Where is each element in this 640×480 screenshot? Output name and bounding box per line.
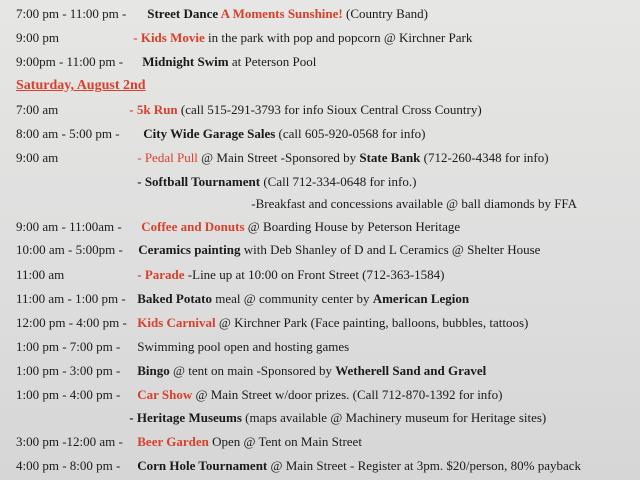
event-time: 1:00 pm - 4:00 pm - bbox=[16, 387, 121, 402]
event-line bbox=[16, 291, 469, 307]
event-detail: at Peterson Pool bbox=[231, 54, 317, 69]
event-line bbox=[16, 387, 502, 403]
event-detail: @ Main Street w/door prizes. (Call 712-870-1392 for info) bbox=[195, 387, 503, 402]
event-time: 9:00 pm bbox=[16, 30, 59, 45]
event-line bbox=[16, 242, 540, 258]
event-line bbox=[16, 102, 482, 118]
event-time: 9:00pm - 11:00 pm - bbox=[16, 54, 124, 69]
event-line bbox=[16, 267, 445, 283]
event-detail: with Deb Shanley of D and L Ceramics @ Shelter House bbox=[243, 242, 541, 257]
event-detail: Swimming pool open and hosting games bbox=[137, 339, 350, 354]
event-line bbox=[16, 339, 349, 355]
event-detail: (call 605-920-0568 for info) bbox=[278, 126, 426, 141]
event-line bbox=[16, 196, 577, 212]
event-title: City Wide Garage Sales bbox=[143, 126, 279, 141]
event-line bbox=[16, 363, 486, 379]
event-title: - Softball Tournament bbox=[137, 174, 264, 189]
event-time: 3:00 pm -12:00 am - bbox=[16, 434, 123, 449]
event-line bbox=[16, 434, 362, 450]
event-time: 7:00 pm - 11:00 pm - bbox=[16, 6, 127, 21]
event-title: - 5k Run bbox=[129, 102, 181, 117]
event-line bbox=[16, 174, 416, 190]
event-line bbox=[16, 126, 425, 142]
event-time: 4:00 pm - 8:00 pm - bbox=[16, 458, 121, 473]
event-detail: (Call 712-334-0648 for info.) bbox=[263, 174, 417, 189]
event-detail: (call 515-291-3793 for info Sioux Central Cross Country) bbox=[180, 102, 482, 117]
event-title: - Kids Movie bbox=[133, 30, 208, 45]
event-detail: -Breakfast and concessions available @ ball diamonds by FFA bbox=[251, 196, 578, 211]
event-time: 8:00 am - 5:00 pm - bbox=[16, 126, 120, 141]
event-detail: -Line up at 10:00 on Front Street (712-363-1584) bbox=[187, 267, 445, 282]
event-title: - Pedal Pull bbox=[137, 150, 202, 165]
event-title: - Heritage Museums bbox=[129, 410, 246, 425]
event-detail: @ Main Street -Sponsored by bbox=[201, 150, 360, 165]
band-name: A Moments Sunshine! bbox=[220, 6, 346, 21]
sponsor-name: Wetherell Sand and Gravel bbox=[335, 363, 487, 378]
event-title: Kids Carnival bbox=[137, 315, 219, 330]
event-line bbox=[16, 315, 528, 331]
event-line bbox=[16, 30, 472, 46]
event-line bbox=[16, 458, 581, 474]
event-title: Bingo bbox=[137, 363, 174, 378]
event-title: Street Dance bbox=[147, 6, 221, 21]
event-title: Ceramics painting bbox=[138, 242, 244, 257]
event-time: 7:00 am bbox=[16, 102, 59, 117]
sponsor-name: American Legion bbox=[372, 291, 470, 306]
event-title: - Parade bbox=[137, 267, 188, 282]
event-title: Coffee and Donuts bbox=[141, 219, 248, 234]
event-title: Corn Hole Tournament bbox=[137, 458, 271, 473]
event-time: 1:00 pm - 3:00 pm - bbox=[16, 363, 121, 378]
event-time: 9:00 am - 11:00am - bbox=[16, 219, 122, 234]
event-detail: @ Boarding House by Peterson Heritage bbox=[247, 219, 461, 234]
event-title: Baked Potato bbox=[137, 291, 216, 306]
event-detail: (maps available @ Machinery museum for Heritage sites) bbox=[245, 410, 547, 425]
event-detail: (712-260-4348 for info) bbox=[423, 150, 549, 165]
event-line bbox=[16, 6, 428, 22]
event-detail: @ Main Street - Register at 3pm. $20/person, 80% payback bbox=[270, 458, 582, 473]
event-title: Car Show bbox=[137, 387, 196, 402]
event-time: 10:00 am - 5:00pm - bbox=[16, 242, 123, 257]
event-detail: (Country Band) bbox=[345, 6, 428, 21]
event-line bbox=[16, 219, 460, 235]
event-detail: @ tent on main -Sponsored by bbox=[173, 363, 336, 378]
event-detail: in the park with pop and popcorn @ Kirchner Park bbox=[208, 30, 473, 45]
event-line bbox=[16, 410, 546, 426]
event-detail: Open @ Tent on Main Street bbox=[212, 434, 362, 449]
event-title: Beer Garden bbox=[137, 434, 213, 449]
day-heading: Saturday, August 2nd bbox=[16, 78, 146, 93]
event-time: 12:00 pm - 4:00 pm - bbox=[16, 315, 127, 330]
event-detail: meal @ community center by bbox=[215, 291, 373, 306]
event-time: 1:00 pm - 7:00 pm - bbox=[16, 339, 121, 354]
event-time: 11:00 am bbox=[16, 267, 65, 282]
event-time: 11:00 am - 1:00 pm - bbox=[16, 291, 126, 306]
event-time: 9:00 am bbox=[16, 150, 59, 165]
sponsor-name: State Bank bbox=[359, 150, 424, 165]
event-line bbox=[16, 150, 549, 166]
event-detail: @ Kirchner Park (Face painting, balloons, bubbles, tattoos) bbox=[218, 315, 529, 330]
event-title: Midnight Swim bbox=[142, 54, 232, 69]
event-line bbox=[16, 54, 316, 70]
